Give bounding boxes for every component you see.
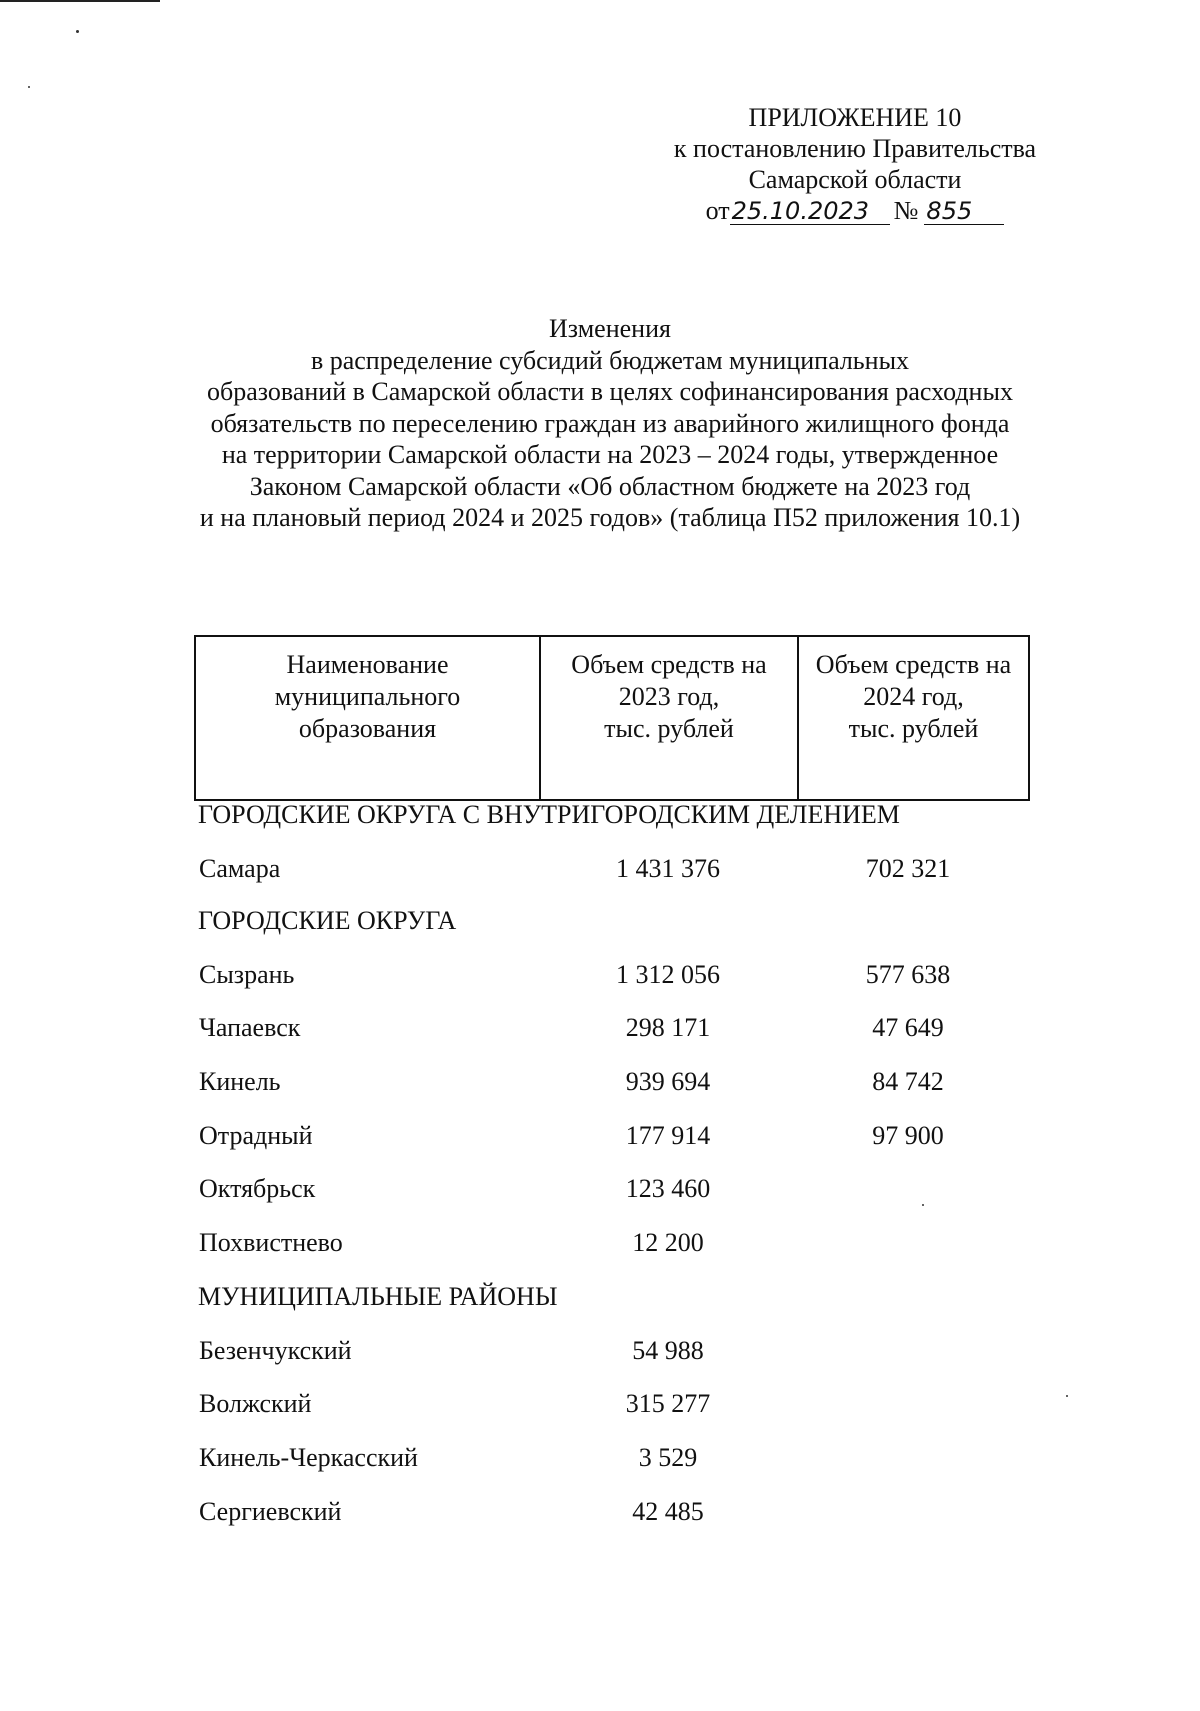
row-value-2023: 298 171 <box>625 1013 711 1042</box>
appendix-region: Самарской области <box>748 165 962 194</box>
row-value-2023: 123 460 <box>625 1174 711 1203</box>
row-name: Отрадный <box>199 1121 313 1150</box>
section-title: МУНИЦИПАЛЬНЫЕ РАЙОНЫ <box>198 1282 558 1311</box>
row-value-2024: 702 321 <box>865 854 951 883</box>
row-name: Самара <box>199 854 281 883</box>
header-amount-2024: Объем средств на 2024 год, тыс. рублей <box>798 636 1029 800</box>
title-line: Законом Самарской области «Об областном бюджете на 2023 год <box>249 471 971 501</box>
table-header <box>194 635 1030 801</box>
row-value-2023: 54 988 <box>632 1336 704 1365</box>
row-name: Безенчукский <box>199 1336 352 1365</box>
table-row <box>0 1497 1200 1531</box>
appendix-resolution: к постановлению Правительства <box>673 134 1037 163</box>
title-line: в распределение субсидий бюджетам муниципальных <box>310 345 910 375</box>
scan-speck <box>28 86 30 88</box>
section-title: ГОРОДСКИЕ ОКРУГА <box>198 906 457 935</box>
row-name: Октябрьск <box>199 1174 316 1203</box>
row-name: Похвистнево <box>199 1228 343 1257</box>
row-value-2024: 84 742 <box>872 1067 944 1096</box>
section-title: ГОРОДСКИЕ ОКРУГА С ВНУТРИГОРОДСКИМ ДЕЛЕНИЕМ <box>198 800 900 829</box>
table-row <box>0 1336 1200 1370</box>
handwritten-date: 25.10.2023 <box>730 198 890 225</box>
handwritten-number: 855 <box>924 198 1004 225</box>
document-title <box>140 313 1080 534</box>
row-value-2023: 177 914 <box>625 1121 711 1150</box>
row-value-2024: 47 649 <box>872 1013 944 1042</box>
row-value-2023: 315 277 <box>625 1389 711 1418</box>
header-municipality: Наименование муниципального образования <box>195 636 540 800</box>
appendix-block <box>640 102 1070 226</box>
table-row <box>0 1174 1200 1208</box>
table-row <box>0 854 1200 888</box>
row-value-2023: 12 200 <box>632 1228 704 1257</box>
date-prefix: от <box>705 196 730 225</box>
appendix-title: ПРИЛОЖЕНИЕ 10 <box>748 103 962 132</box>
table-row <box>0 1389 1200 1423</box>
title-line: на территории Самарской области на 2023 – 2024 годы, утвержденное <box>221 440 999 469</box>
row-value-2023: 1 431 376 <box>616 854 720 883</box>
row-value-2024: 577 638 <box>865 960 951 989</box>
row-name: Кинель-Черкасский <box>199 1443 418 1472</box>
row-name: Сергиевский <box>199 1497 342 1526</box>
table-row <box>0 1067 1200 1101</box>
row-name: Сызрань <box>199 960 295 989</box>
row-value-2023: 3 529 <box>638 1443 698 1472</box>
title-line: обязательств по переселению граждан из аварийного жилищного фонда <box>210 408 1010 438</box>
table-row <box>0 1121 1200 1155</box>
table-row <box>0 1228 1200 1262</box>
row-value-2023: 1 312 056 <box>616 960 720 989</box>
number-prefix: № <box>893 196 919 225</box>
row-value-2024: 97 900 <box>872 1121 944 1150</box>
scan-speck <box>76 30 79 33</box>
row-name: Чапаевск <box>199 1013 301 1042</box>
row-value-2023: 42 485 <box>632 1497 704 1526</box>
title-line: образований в Самарской области в целях софинансирования расходных <box>207 377 1013 406</box>
header-amount-2023: Объем средств на 2023 год, тыс. рублей <box>540 636 798 800</box>
appendix-date-line <box>640 195 1070 226</box>
table-row <box>0 960 1200 994</box>
table-row <box>0 1443 1200 1477</box>
row-value-2023: 939 694 <box>625 1067 711 1096</box>
title-line: и на плановый период 2024 и 2025 годов» (таблица П52 приложения 10.1) <box>199 503 1021 532</box>
row-name: Кинель <box>199 1067 281 1096</box>
title-line: Изменения <box>549 314 671 343</box>
table-row <box>0 1013 1200 1047</box>
row-name: Волжский <box>199 1389 312 1418</box>
scan-artifact-line <box>0 0 160 2</box>
